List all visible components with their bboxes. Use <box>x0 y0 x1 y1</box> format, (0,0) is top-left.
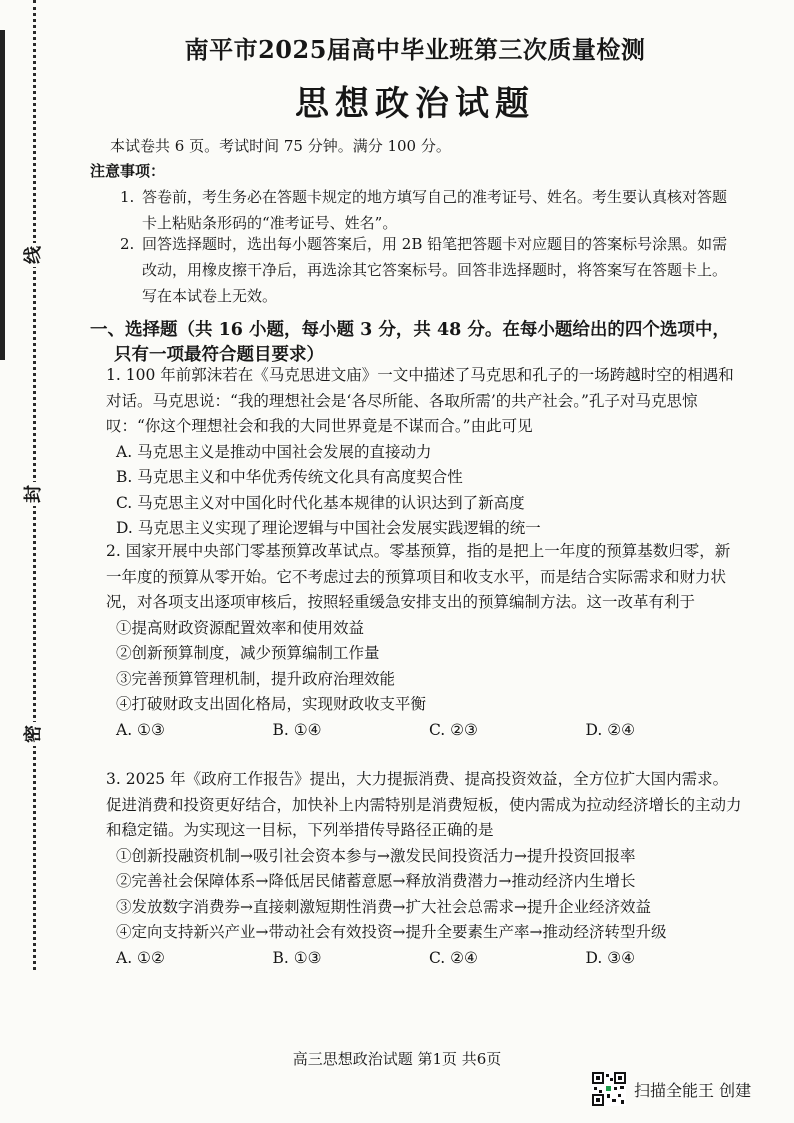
seal-char-feng: 封 <box>22 482 46 506</box>
choice-a: A. ①③ <box>116 720 165 739</box>
exam-name: 南平市2025届高中毕业班第三次质量检测 <box>184 35 646 64</box>
notes-heading: 注意事项： <box>90 162 166 180</box>
seal-char-mi: 密 <box>22 722 46 746</box>
option-b: B. 马克思主义和中华优秀传统文化具有高度契合性 <box>116 468 463 486</box>
statement-4: ④定向支持新兴产业→带动社会有效投资→提升全要素生产率→推动经济转型升级 <box>116 923 667 941</box>
section-heading-line1: 一、选择题（共 16 小题，每小题 3 分，共 48 分。在每小题给出的四个选项中， <box>90 320 730 340</box>
question-stem: 2. 国家开展中央部门零基预算改革试点。零基预算，指的是把上一年度的预算基数归零，新一年度的预算从零开始。它不考虑过去的预算项目和收支水平，而是结合实际需求和财力状况，对各项支出逐项审核后，按照轻重缓急安排支出的预算编制方法。这一改革有利于 <box>106 542 731 611</box>
choice-c: C. ②③ <box>429 720 478 739</box>
option-c: C. 马克思主义对中国化时代化基本规律的认识达到了新高度 <box>116 493 525 512</box>
statement-1: ①创新投融资机制→吸引社会资本参与→激发民间投资活力→提升投资回报率 <box>116 846 636 865</box>
question-2 <box>106 539 742 744</box>
question-stem: 1. 100 年前郭沫若在《马克思进文庙》一文中描述了马克思和孔子的一场跨越时空的相遇和对话。马克思说：“我的理想社会是‘各尽所能、各取所需’的共产社会。”孔子对马克思惊叹：“你这个理想社会和我的大同世界竟是不谋而合。”由此可见 <box>106 366 734 435</box>
statement-3: ③完善预算管理机制，提升政府治理效能 <box>116 669 396 688</box>
choice-c: C. ②④ <box>429 948 478 967</box>
choice-d: D. ③④ <box>585 948 636 967</box>
statement-1: ①提高财政资源配置效率和使用效益 <box>116 618 365 637</box>
note-text: 回答选择题时，选出每小题答案后，用 2B 铅笔把答题卡对应题目的答案标号涂黑。如需改动，用橡皮擦干净后，再选涂其它答案标号。回答非选择题时，将答案写在答题卡上。写在本试卷上无效。 <box>142 235 728 305</box>
page-footer: 高三思想政治试题 第1页 共6页 <box>292 1050 502 1068</box>
binding-margin <box>0 0 60 1000</box>
question-stem: 3. 2025 年《政府工作报告》提出，大力提振消费、提高投资效益，全方位扩大国内需求。促进消费和投资更好结合，加快补上内需特别是消费短板，使内需成为拉动经济增长的主动力和稳定锚。为实现这一目标，下列举措传导路径正确的是 <box>106 770 742 839</box>
note-item <box>120 184 740 236</box>
section-heading <box>90 318 740 368</box>
note-item <box>120 231 740 309</box>
seal-char-xian: 线 <box>22 243 46 267</box>
choice-d: D. ②④ <box>585 720 636 739</box>
statement-4: ④打破财政支出固化格局，实现财政收支平衡 <box>116 695 427 713</box>
note-text: 答卷前，考生务必在答题卡规定的地方填写自己的准考证号、姓名。考生要认真核对答题卡上粘贴条形码的“准考证号、姓名”。 <box>142 188 728 232</box>
scan-edge <box>0 30 5 360</box>
option-d: D. 马克思主义实现了理论逻辑与中国社会发展实践逻辑的统一 <box>116 519 541 537</box>
exam-intro: 本试卷共 6 页。考试时间 75 分钟。满分 100 分。 <box>110 137 451 155</box>
subject-title: 思想政治试题 <box>295 84 535 124</box>
qr-code-icon <box>592 1072 626 1106</box>
statement-2: ②创新预算制度，减少预算编制工作量 <box>116 644 380 662</box>
note-number: 2. <box>120 235 135 253</box>
note-number: 1. <box>120 188 135 206</box>
statement-2: ②完善社会保障体系→降低居民储蓄意愿→释放消费潜力→推动经济内生增长 <box>116 872 636 890</box>
watermark-text: 扫描全能王 创建 <box>634 1080 752 1100</box>
choice-b: B. ①③ <box>272 948 322 967</box>
choice-a: A. ①② <box>116 948 165 967</box>
statement-3: ③发放数字消费券→直接刺激短期性消费→扩大社会总需求→提升企业经济效益 <box>116 897 651 916</box>
section-heading-line2: 只有一项最符合题目要求） <box>114 345 324 365</box>
answer-choices <box>106 946 742 972</box>
question-3 <box>106 767 742 972</box>
scanner-watermark <box>592 1072 751 1106</box>
option-a: A. 马克思主义是推动中国社会发展的直接动力 <box>116 442 432 461</box>
question-1 <box>106 363 742 542</box>
answer-choices <box>106 718 742 744</box>
choice-b: B. ①④ <box>272 720 322 739</box>
